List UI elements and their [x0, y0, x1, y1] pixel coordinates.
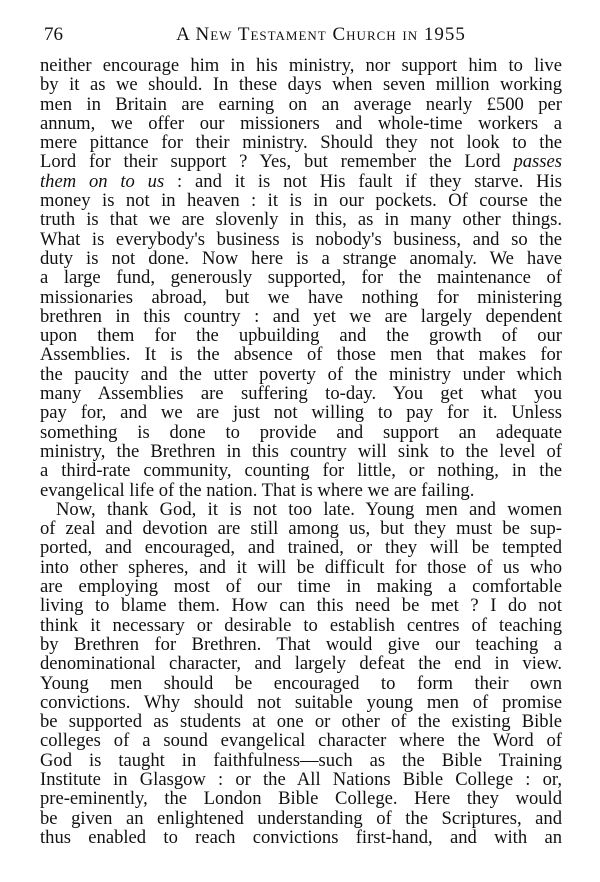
text-line: truth is that we are slovenly in this, as in many other things. [40, 209, 562, 231]
text-line: money is not in heaven : it is in our pockets. Of course the [40, 190, 562, 212]
text-line: Assemblies. It is the absence of those men that makes for [40, 344, 562, 366]
text-line: of zeal and devotion are still among us, but they must be sup- [40, 518, 562, 540]
text-segment: Lord for their support ? Yes, but remember the Lord [40, 151, 514, 173]
text-line: pre-eminently, the London Bible College. Here they would [40, 788, 562, 810]
text-line: a third-rate community, counting for little, or nothing, in the [40, 460, 562, 482]
text-line: missionaries abroad, but we have nothing for ministering [40, 286, 562, 308]
text-line: pay for, and we are just not willing to pay for it. Unless [40, 402, 562, 424]
text-line: God is taught in faithfulness—such as the Bible Training [40, 749, 562, 771]
text-line: colleges of a sound evangelical character where the Word of [40, 730, 562, 752]
text-line: be supported as students at one or other of the existing Bible [40, 711, 562, 733]
text-line: mere pittance for their ministry. Should they not look to the [40, 132, 562, 154]
text-line: are employing most of our time in making a comfortable [40, 576, 562, 598]
text-line: brethren in this country : and yet we are largely dependent [40, 305, 562, 327]
text-line: men in Britain are earning on an average nearly £500 per [40, 93, 562, 115]
text-line: Young men should be encouraged to form their own [40, 672, 562, 694]
text-line: living to blame them. How can this need be met ? I do not [40, 595, 562, 617]
text-line: ported, and encouraged, and trained, or they will be tempted [40, 537, 562, 559]
text-line: ministry, the Brethren in this country will sink to the level of [40, 440, 562, 462]
text-line: thus enabled to reach convictions first-hand, and with an [40, 826, 562, 848]
text-line: the paucity and the utter poverty of the ministry under which [40, 363, 562, 385]
text-line [40, 172, 562, 191]
page-number: 76 [44, 24, 63, 45]
text-line: upon them for the upbuilding and the growth of our [40, 325, 562, 347]
text-line: annum, we offer our missioners and whole-time workers a [40, 112, 562, 134]
text-line: a large fund, generously supported, for the maintenance of [40, 267, 562, 289]
text-line [40, 152, 562, 171]
text-line: Now, thank God, it is not too late. Young men and women [56, 498, 562, 520]
text-line: many Assemblies are suffering to-day. You get what you [40, 383, 562, 405]
body-text [40, 56, 562, 847]
text-line: neither encourage him in his ministry, nor support him to live [40, 55, 562, 76]
text-line: What is everybody's business is nobody's business, and so the [40, 228, 562, 250]
running-header [40, 24, 562, 48]
text-line: duty is not done. Now here is a strange anomaly. We have [40, 247, 562, 269]
text-line: into other spheres, and it will be difficult for those of us who [40, 556, 562, 578]
text-line: convictions. Why should not suitable young men of promise [40, 691, 562, 713]
text-line: evangelical life of the nation. That is where we are failing. [40, 479, 475, 501]
italic-text: passes [513, 151, 562, 173]
text-line: by it as we should. In these days when seven million working [40, 74, 562, 96]
running-title: A New Testament Church in 1955 [176, 24, 466, 45]
text-line: something is done to provide and support an adequate [40, 421, 562, 443]
text-line: denominational character, and largely defeat the end in view. [40, 653, 562, 675]
text-segment: : and it is not His fault if they starve. His [164, 170, 562, 192]
text-line: by Brethren for Brethren. That would give our teaching a [40, 633, 562, 655]
text-line: think it necessary or desirable to establish centres of teaching [40, 614, 562, 636]
text-line: be given an enlightened understanding of the Scriptures, and [40, 807, 562, 829]
text-line: Institute in Glasgow : or the All Nations Bible College : or, [40, 768, 562, 790]
italic-text: them on to us [40, 170, 165, 192]
